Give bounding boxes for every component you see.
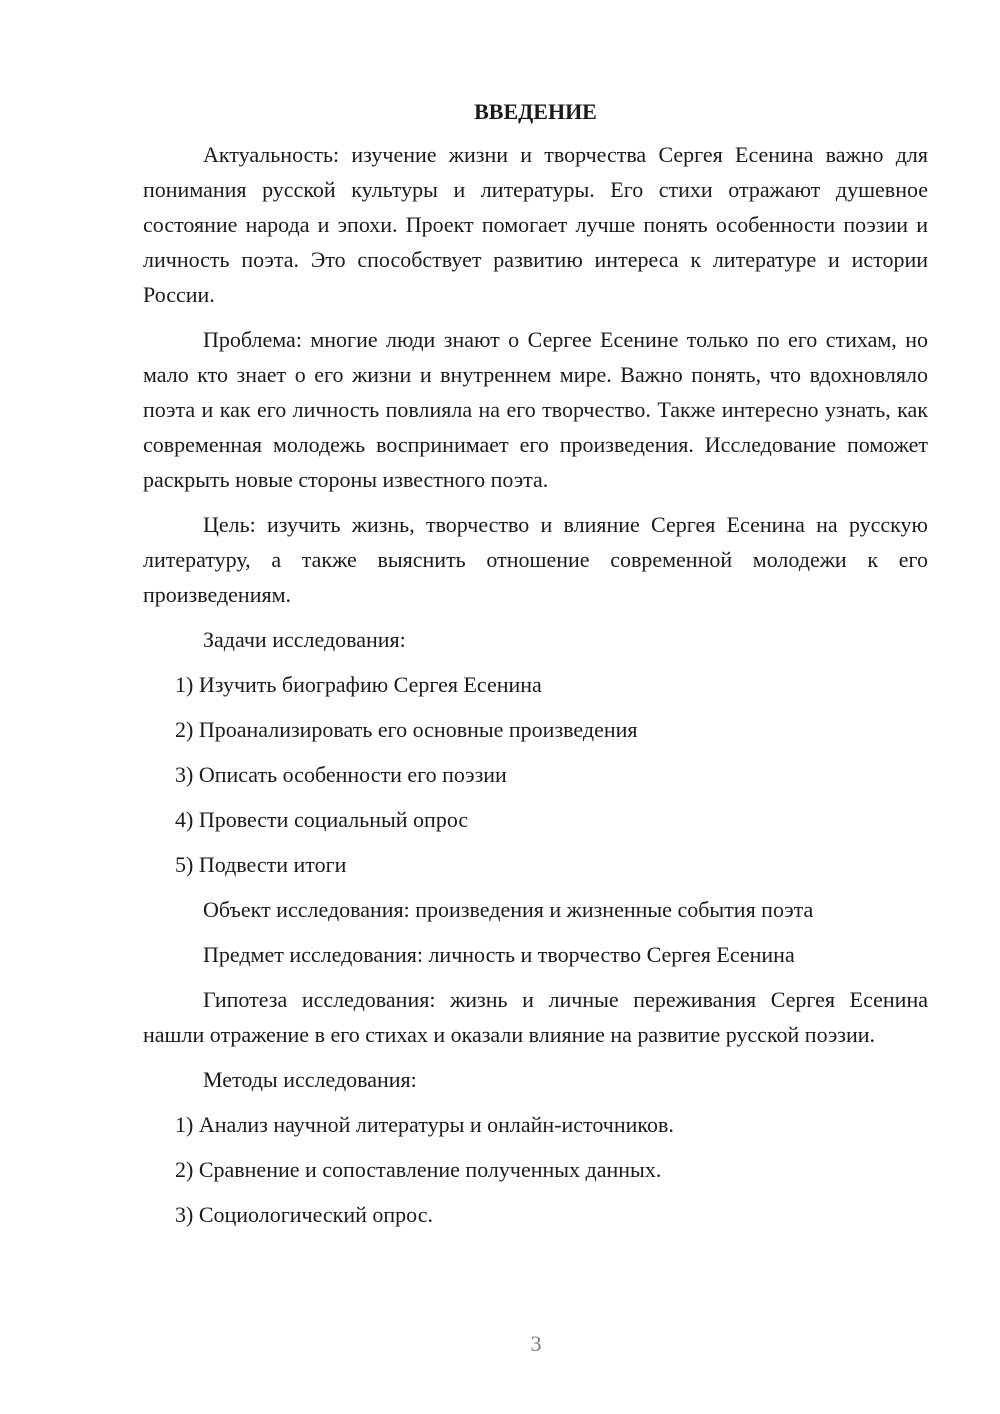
hypothesis-paragraph: Гипотеза исследования: жизнь и личные переживания Сергея Есенина нашли отражение в его стихах и оказали влияние на развитие русской поэзии.: [143, 987, 928, 1047]
method-item: 3) Социологический опрос.: [175, 1202, 433, 1227]
research-subject: Предмет исследования: личность и творчество Сергея Есенина: [203, 942, 795, 967]
methods-heading: Методы исследования:: [203, 1067, 417, 1092]
task-item: 1) Изучить биографию Сергея Есенина: [175, 672, 542, 697]
method-item: 2) Сравнение и сопоставление полученных данных.: [175, 1157, 662, 1182]
problem-paragraph: Проблема: многие люди знают о Сергее Есенине только по его стихам, но мало кто знает о его жизни и внутреннем мире. Важно понять, что вдохновляло поэта и как его личность повлияла на его творчество. Также интересно узнать, как современная молодежь воспринимает его произведения. Исследование поможет раскрыть новые стороны известного поэта.: [143, 327, 928, 492]
research-object: Объект исследования: произведения и жизненные события поэта: [203, 897, 814, 922]
document-page: [143, 94, 928, 1242]
task-item: 3) Описать особенности его поэзии: [175, 762, 507, 787]
task-item: 4) Провести социальный опрос: [175, 807, 469, 832]
page-number: 3: [530, 1331, 542, 1356]
task-item: 2) Проанализировать его основные произведения: [175, 717, 638, 742]
tasks-heading: Задачи исследования:: [203, 627, 406, 652]
method-item: 1) Анализ научной литературы и онлайн-источников.: [175, 1112, 674, 1137]
task-item: 5) Подвести итоги: [175, 852, 347, 877]
goal-paragraph: Цель: изучить жизнь, творчество и влияние Сергея Есенина на русскую литературу, а также выяснить отношение современной молодежи к его произведениям.: [143, 512, 928, 607]
page-title: ВВЕДЕНИЕ: [474, 99, 597, 124]
relevance-paragraph: Актуальность: изучение жизни и творчества Сергея Есенина важно для понимания русской культуры и литературы. Его стихи отражают душевное состояние народа и эпохи. Проект помогает лучше понять особенности поэзии и личность поэта. Это способствует развитию интереса к литературе и истории России.: [143, 142, 928, 307]
